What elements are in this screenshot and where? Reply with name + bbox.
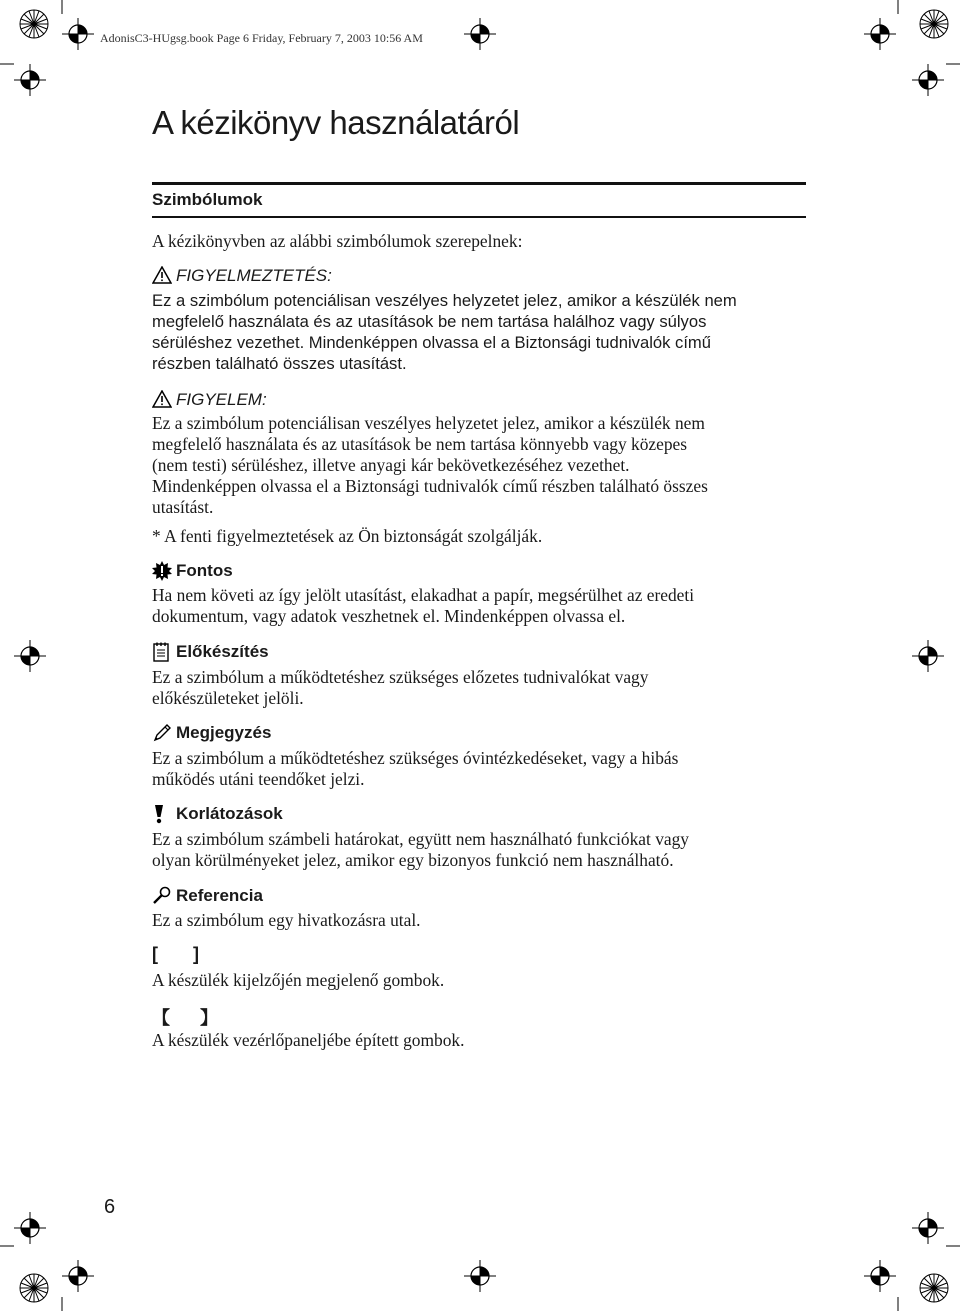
caution-label-row xyxy=(152,390,267,410)
caution-line-5: utasítást. xyxy=(152,497,214,517)
reference-text: Ez a szimbólum egy hivatkozásra utal. xyxy=(152,910,421,930)
warning-line-3: sérüléshez vezethet. Mindenképpen olvassa el a Biztonsági tudnivalók című xyxy=(152,333,711,352)
section-heading: Szimbólumok xyxy=(152,190,263,209)
preparation-text xyxy=(152,667,812,709)
note-label: Megjegyzés xyxy=(176,723,272,742)
warning-line-4: részben található összes utasítást. xyxy=(152,354,407,373)
caution-line-1: Ez a szimbólum potenciálisan veszélyes helyzetet jelez, amikor a készülék nem xyxy=(152,413,705,433)
warning-label: FIGYELMEZTETÉS: xyxy=(176,266,332,285)
reference-label-row xyxy=(152,886,263,906)
note-text xyxy=(152,748,812,790)
reference-label: Referencia xyxy=(176,886,263,905)
preparation-line-1: Ez a szimbólum a működtetéshez szükséges előzetes tudnivalókat vagy xyxy=(152,667,649,687)
safety-note: * A fenti figyelmeztetések az Ön biztonságát szolgálják. xyxy=(152,526,543,546)
important-line-1: Ha nem követi az így jelölt utasítást, elakadhat a papír, megsérülhet az eredeti xyxy=(152,585,695,605)
section-bottom-rule xyxy=(152,216,806,218)
panel-keys-symbol: 【 】 xyxy=(152,1008,219,1028)
caution-line-3: (nem testi) sérüléshez, illetve anyagi kár bekövetkezéséhez vezethet. xyxy=(152,455,630,475)
important-label: Fontos xyxy=(176,561,233,580)
warning-line-1: Ez a szimbólum potenciálisan veszélyes helyzetet jelez, amikor a készülék nem xyxy=(152,291,737,310)
section-intro: A kézikönyvben az alábbi szimbólumok szerepelnek: xyxy=(152,231,523,251)
caution-label: FIGYELEM: xyxy=(176,390,267,409)
important-label-row xyxy=(152,561,233,581)
exclamation-icon xyxy=(152,804,174,824)
important-burst-icon xyxy=(152,561,174,581)
limitation-label-row xyxy=(152,804,283,824)
page-number: 6 xyxy=(104,1196,116,1218)
page-title: A kézikönyv használatáról xyxy=(152,104,520,141)
panel-keys-text: A készülék vezérlőpaneljébe épített gombok. xyxy=(152,1030,465,1050)
note-line-1: Ez a szimbólum a működtetéshez szükséges óvintézkedéseket, vagy a hibás xyxy=(152,748,679,768)
warning-label-row xyxy=(152,266,332,286)
section-top-rule xyxy=(152,182,806,185)
caution-triangle-icon xyxy=(152,390,174,410)
preparation-label: Előkészítés xyxy=(176,642,269,661)
warning-triangle-icon xyxy=(152,266,174,286)
limitation-line-2: olyan körülményeket jelez, amikor egy bizonyos funkció nem használható. xyxy=(152,850,674,870)
display-keys-text: A készülék kijelzőjén megjelenő gombok. xyxy=(152,970,445,990)
note-label-row xyxy=(152,723,271,743)
limitation-label: Korlátozások xyxy=(176,804,283,823)
important-text xyxy=(152,585,812,627)
note-line-2: működés utáni teendőket jelzi. xyxy=(152,769,365,789)
preparation-line-2: előkészületeket jelöli. xyxy=(152,688,304,708)
display-keys-symbol: [ ] xyxy=(152,944,199,964)
magnifier-icon xyxy=(152,886,174,906)
caution-line-2: megfelelő használata és az utasítások be nem tartása könnyebb vagy közepes xyxy=(152,434,688,454)
preparation-label-row xyxy=(152,642,269,662)
warning-line-2: megfelelő használata és az utasítások be nem tartása halálhoz vagy súlyos xyxy=(152,312,707,331)
important-line-2: dokumentum, vagy adatok veszhetnek el. Mindenképpen olvassa el. xyxy=(152,606,626,626)
pencil-icon xyxy=(152,723,174,743)
warning-text xyxy=(152,290,812,374)
limitation-text xyxy=(152,829,812,871)
caution-text xyxy=(152,413,812,518)
limitation-line-1: Ez a szimbólum számbeli határokat, együtt nem használható funkciókat vagy xyxy=(152,829,690,849)
caution-line-4: Mindenképpen olvassa el a Biztonsági tudnivalók című részben található összes xyxy=(152,476,708,496)
book-header: AdonisC3-HUgsg.book Page 6 Friday, February 7, 2003 10:56 AM xyxy=(100,31,423,45)
notepad-icon xyxy=(152,642,174,662)
